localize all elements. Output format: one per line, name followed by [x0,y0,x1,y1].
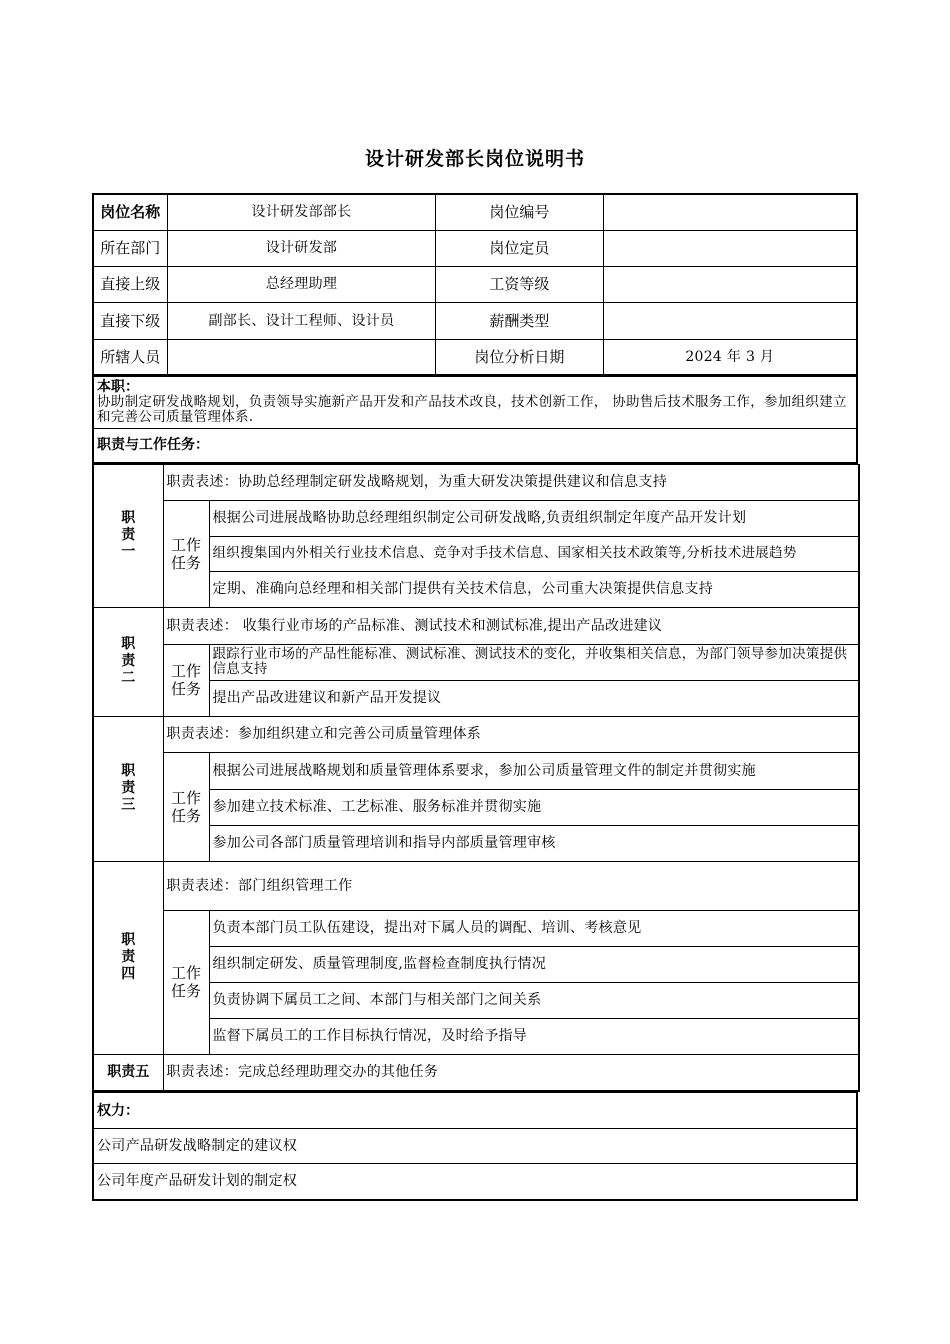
duty-4-task-label: 工作 任务 [163,910,209,1054]
superior-label: 直接上级 [93,266,167,302]
page-title: 设计研发部长岗位说明书 [364,148,585,170]
duty-3-statement: 职责表述：参加组织建立和完善公司质量管理体系 [163,716,859,752]
duty-1-statement-row [93,464,859,500]
pay-type-label: 薪酬类型 [436,302,603,339]
position-name-label: 岗位名称 [93,194,167,230]
pay-type-value [603,302,857,339]
duty-1-task-2: 组织搜集国内外相关行业技术信息、竞争对手技术信息、国家相关技术政策等,分析技术进展趋势 [209,536,859,571]
duty-2-label: 职 责 二 [93,607,163,716]
analysis-date-label: 岗位分析日期 [436,339,603,375]
salary-grade-value [603,266,857,302]
position-code-value [603,194,857,230]
subordinate-value: 副部长、设计工程师、设计员 [167,302,436,339]
headcount-label: 岗位定员 [436,230,603,266]
duties-table [92,464,860,1093]
authority-table [92,1092,858,1201]
duty-4-task-2: 组织制定研发、质量管理制度,监督检查制度执行情况 [209,946,859,982]
duty-4-statement: 职责表述：部门组织管理工作 [163,861,859,910]
department-label: 所在部门 [93,230,167,266]
basic-info-table [92,193,858,376]
summary-cell [93,377,857,429]
analysis-date-value: 2024 年 3 月 [603,339,857,375]
department-value: 设计研发部 [167,230,436,266]
position-code-label: 岗位编号 [436,194,603,230]
duty-5-statement: 职责表述：完成总经理助理交办的其他任务 [163,1054,859,1091]
authority-item: 公司年度产品研发计划的制定权 [93,1164,857,1200]
duty-4-task-4: 监督下属员工的工作目标执行情况，及时给予指导 [209,1018,859,1054]
duty-3-task-3: 参加公司各部门质量管理培训和指导内部质量管理审核 [209,825,859,861]
duty-4-label: 职 责 四 [93,861,163,1054]
duty-2-task-label: 工作 任务 [163,644,209,716]
staff-value [167,339,436,375]
authority-item: 公司产品研发战略制定的建议权 [93,1129,857,1164]
duty-1-task-1: 根据公司进展战略协助总经理组织制定公司研发战略,负责组织制定年度产品开发计划 [209,500,859,536]
superior-value: 总经理助理 [167,266,436,302]
duty-3-task-2: 参加建立技术标准、工艺标准、服务标准并贯彻实施 [209,789,859,825]
duty-3-label: 职 责 三 [93,716,163,861]
duties-heading: 职责与工作任务： [93,429,857,463]
salary-grade-label: 工资等级 [436,266,603,302]
duty-2-task-2: 提出产品改进建议和新产品开发提议 [209,680,859,716]
summary-table [92,376,858,464]
duty-3-task-label: 工作 任务 [163,752,209,861]
duty-1-statement: 职责表述：协助总经理制定研发战略规划，为重大研发决策提供建议和信息支持 [163,464,859,500]
duty-1-label: 职 责 一 [93,464,163,607]
summary-heading: 本职： [97,379,139,395]
position-name-value: 设计研发部部长 [167,194,436,230]
duty-2-statement: 职责表述： 收集行业市场的产品标准、测试技术和测试标准,提出产品改进建议 [163,607,859,644]
duty-3-task-1: 根据公司进展战略规划和质量管理体系要求，参加公司质量管理文件的制定并贯彻实施 [209,752,859,789]
duty-1-task-3: 定期、准确向总经理和相关部门提供有关技术信息，公司重大决策提供信息支持 [209,571,859,607]
duty-2-task-1: 跟踪行业市场的产品性能标准、测试标准、测试技术的变化，并收集相关信息，为部门领导参加决策提供信息支持 [209,644,859,680]
duty-5-label: 职责五 [93,1054,163,1091]
headcount-value [603,230,857,266]
subordinate-label: 直接下级 [93,302,167,339]
job-description-sheet [92,193,858,1201]
authority-heading: 权力： [93,1093,857,1129]
duty-1-task-label: 工作 任务 [163,500,209,607]
staff-label: 所辖人员 [93,339,167,375]
duty-4-task-3: 负责协调下属员工之间、本部门与相关部门之间关系 [209,982,859,1018]
summary-text: 协助制定研发战略规划，负责领导实施新产品开发和产品技术改良，技术创新工作， 协助售后技术服务工作，参加组织建立和完善公司质量管理体系. [97,394,847,425]
duty-4-task-1: 负责本部门员工队伍建设，提出对下属人员的调配、培训、考核意见 [209,910,859,946]
